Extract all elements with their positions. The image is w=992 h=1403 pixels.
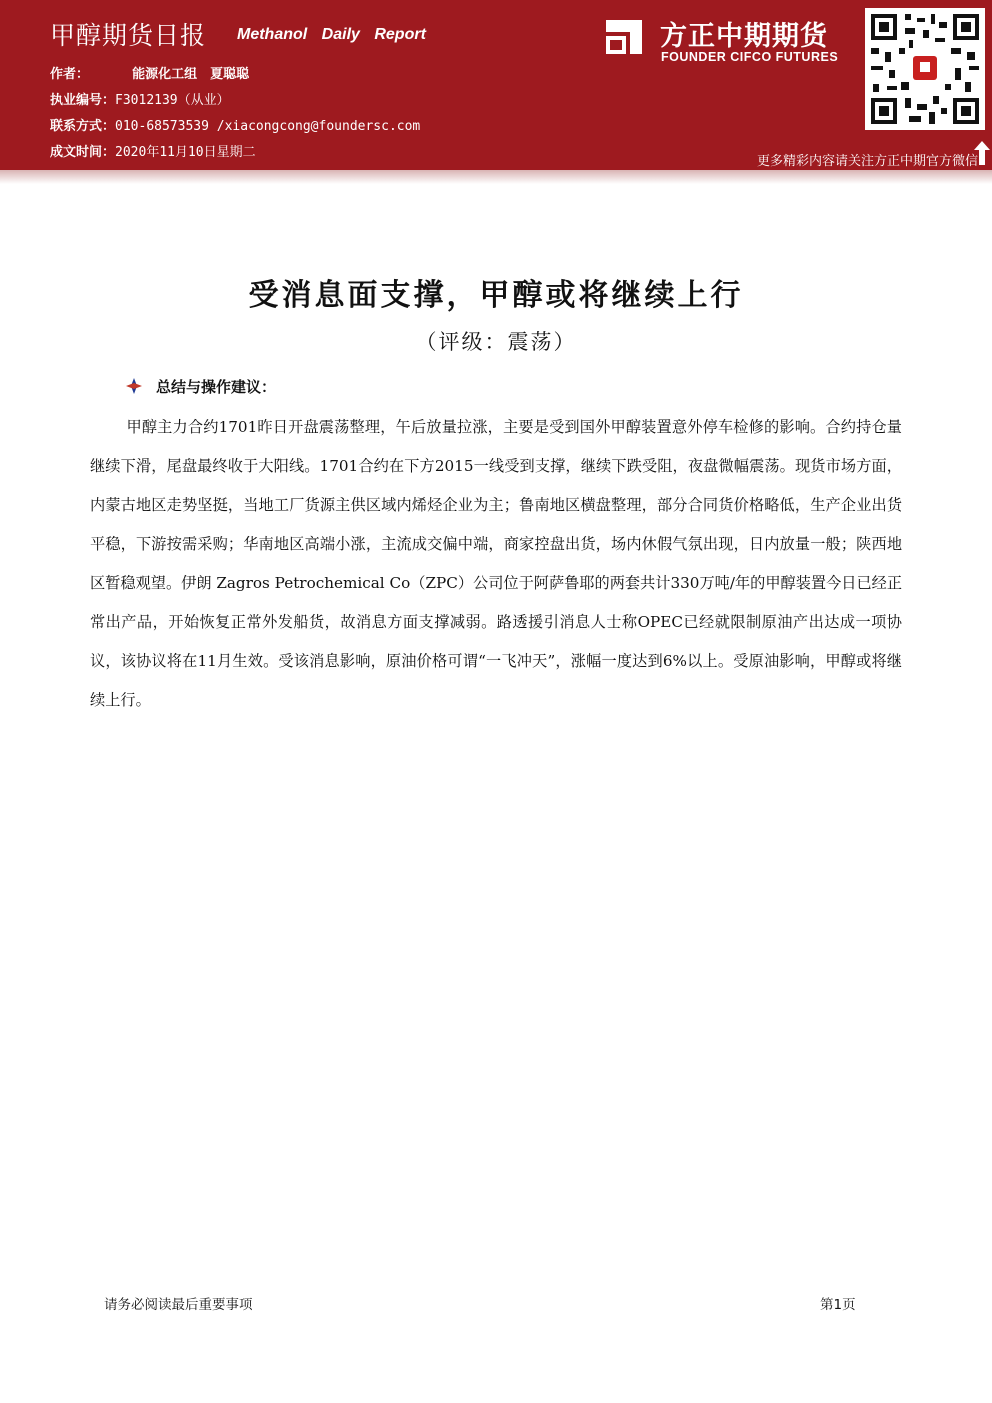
company-logo-english: FOUNDER CIFCO FUTURES xyxy=(661,50,839,64)
company-logo-text: 方正中期期货 xyxy=(660,21,828,52)
contact-label: 联系方式： xyxy=(50,119,116,134)
summary-paragraph: 甲醇主力合约1701昨日开盘震荡整理，午后放量拉涨，主要是受到国外甲醇装置意外停车检修的影响。合约持仓量继续下滑，尾盘最终收于大阳线。1701合约在下方2015一线受到支撑，继续下跌受阻，夜盘微幅震荡。现货市场方面，内蒙古地区走势坚挺，当地工厂货源主供区域内烯烃企业为主；鲁南地区横盘整理，部分合同货价格略低，生产企业出货平稳，下游按需采购；华南地区高端小涨，主流成交偏中端，商家控盘出货，场内休假气氛出现，日内放量一般；陕西地区暂稳观望。伊朗 Zagros Petrochemical Co（ZPC）公司位于阿萨鲁耶的两套共计330万吨/年的甲醇装置今日已经正常出产品，开始恢复正常外发船货，故消息方面支撑减弱。路透援引消息人士称OPEC已经就限制原油产出达成一项协议，该协议将在11月生效。受该消息影响，原油价格可谓“一飞冲天”，涨幅一度达到6%以上。受原油影响，甲醇或将继续上行。 xyxy=(90,418,903,709)
license-label: 执业编号： xyxy=(50,93,116,108)
contact-line xyxy=(50,115,420,134)
wechat-follow-note: 更多精彩内容请关注方正中期官方微信 xyxy=(756,154,978,169)
report-header xyxy=(0,0,992,170)
license-line xyxy=(50,89,230,108)
author-label: 作者： xyxy=(50,67,90,82)
date-label: 成文时间： xyxy=(50,145,116,160)
date-line xyxy=(50,141,256,160)
wechat-qr-code-icon xyxy=(865,8,985,130)
diamond-bullet-icon xyxy=(126,378,142,394)
report-title-cn: 甲醇期货日报 xyxy=(50,21,207,50)
founder-logo-icon xyxy=(600,14,648,60)
section-heading-text: 总结与操作建议： xyxy=(156,378,277,396)
rating-label: （评级：震荡） xyxy=(415,330,577,354)
page-number: 第1页 xyxy=(820,1297,856,1313)
header-gradient-band xyxy=(0,170,992,184)
license-value: F3012139（从业） xyxy=(115,93,230,108)
author-line xyxy=(50,63,249,82)
date-value: 2020年11月10日星期二 xyxy=(115,145,256,160)
footer-disclaimer: 请务必阅读最后重要事项 xyxy=(104,1297,253,1313)
contact-value: 010-68573539 /xiacongcong@foundersc.com xyxy=(115,119,421,134)
section-heading xyxy=(126,376,276,397)
report-title-en: Methanol Daily Report xyxy=(237,26,426,43)
arrow-up-icon xyxy=(974,141,990,165)
document-title: 受消息面支撑，甲醇或将继续上行 xyxy=(248,278,744,313)
author-value: 能源化工组 夏聪聪 xyxy=(132,67,250,82)
